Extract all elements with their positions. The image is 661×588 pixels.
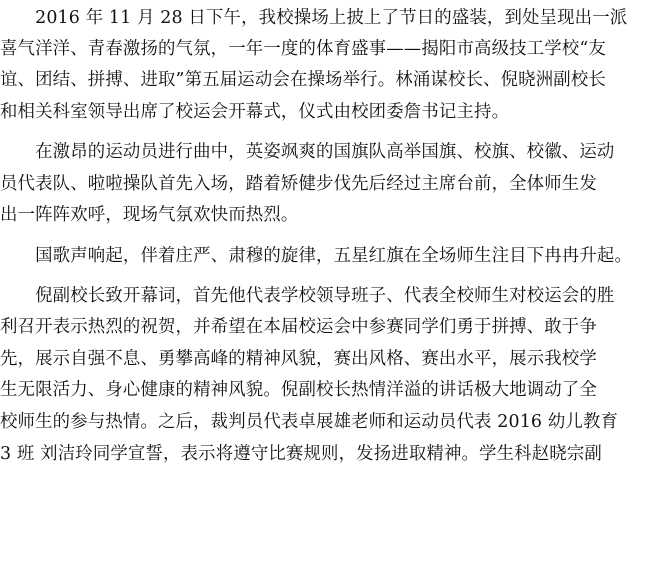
paragraph-line: 倪副校长致开幕词，首先他代表学校领导班子、代表全校师生对校运会的胜 <box>0 286 615 306</box>
paragraph-line: 3 班 刘洁玲同学宣誓，表示将遵守比赛规则，发扬进取精神。学生科赵晓宗副 <box>0 444 602 464</box>
paragraph-line: 在激昂的运动员进行曲中，英姿飒爽的国旗队高举国旗、校旗、校徽、运动 <box>0 142 615 162</box>
paragraph-line: 先，展示自强不息、勇攀高峰的精神风貌，赛出风格、赛出水平，展示我校学 <box>0 349 597 369</box>
paragraph-line: 和相关科室领导出席了校运会开幕式，仪式由校团委詹书记主持。 <box>0 102 510 122</box>
paragraph-line: 生无限活力、身心健康的精神风貌。倪副校长热情洋溢的讲话极大地调动了全 <box>0 380 597 400</box>
paragraph-line: 谊、团结、拼搏、进取”第五届运动会在操场举行。林涌谋校长、倪晓洲副校长 <box>0 70 606 90</box>
paragraph-line: 利召开表示热烈的祝贺，并希望在本届校运会中参赛同学们勇于拼搏、敢于争 <box>0 317 597 337</box>
paragraph-line: 国歌声响起，伴着庄严、肃穆的旋律，五星红旗在全场师生注目下冉冉升起。 <box>0 246 633 266</box>
paragraph-line: 喜气洋洋、青春激扬的气氛，一年一度的体育盛事——揭阳市高级技工学校“友 <box>0 39 606 59</box>
paragraph-line: 2016 年 11 月 28 日下午，我校操场上披上了节日的盛装，到处呈现出一派 <box>0 8 628 28</box>
paragraph-line: 校师生的参与热情。之后，裁判员代表卓展雄老师和运动员代表 2016 幼儿教育 <box>0 412 619 432</box>
paragraph-line: 员代表队、啦啦操队首先入场，踏着矫健步伐先后经过主席台前，全体师生发 <box>0 174 597 194</box>
paragraph-line: 出一阵阵欢呼，现场气氛欢快而热烈。 <box>0 205 299 225</box>
